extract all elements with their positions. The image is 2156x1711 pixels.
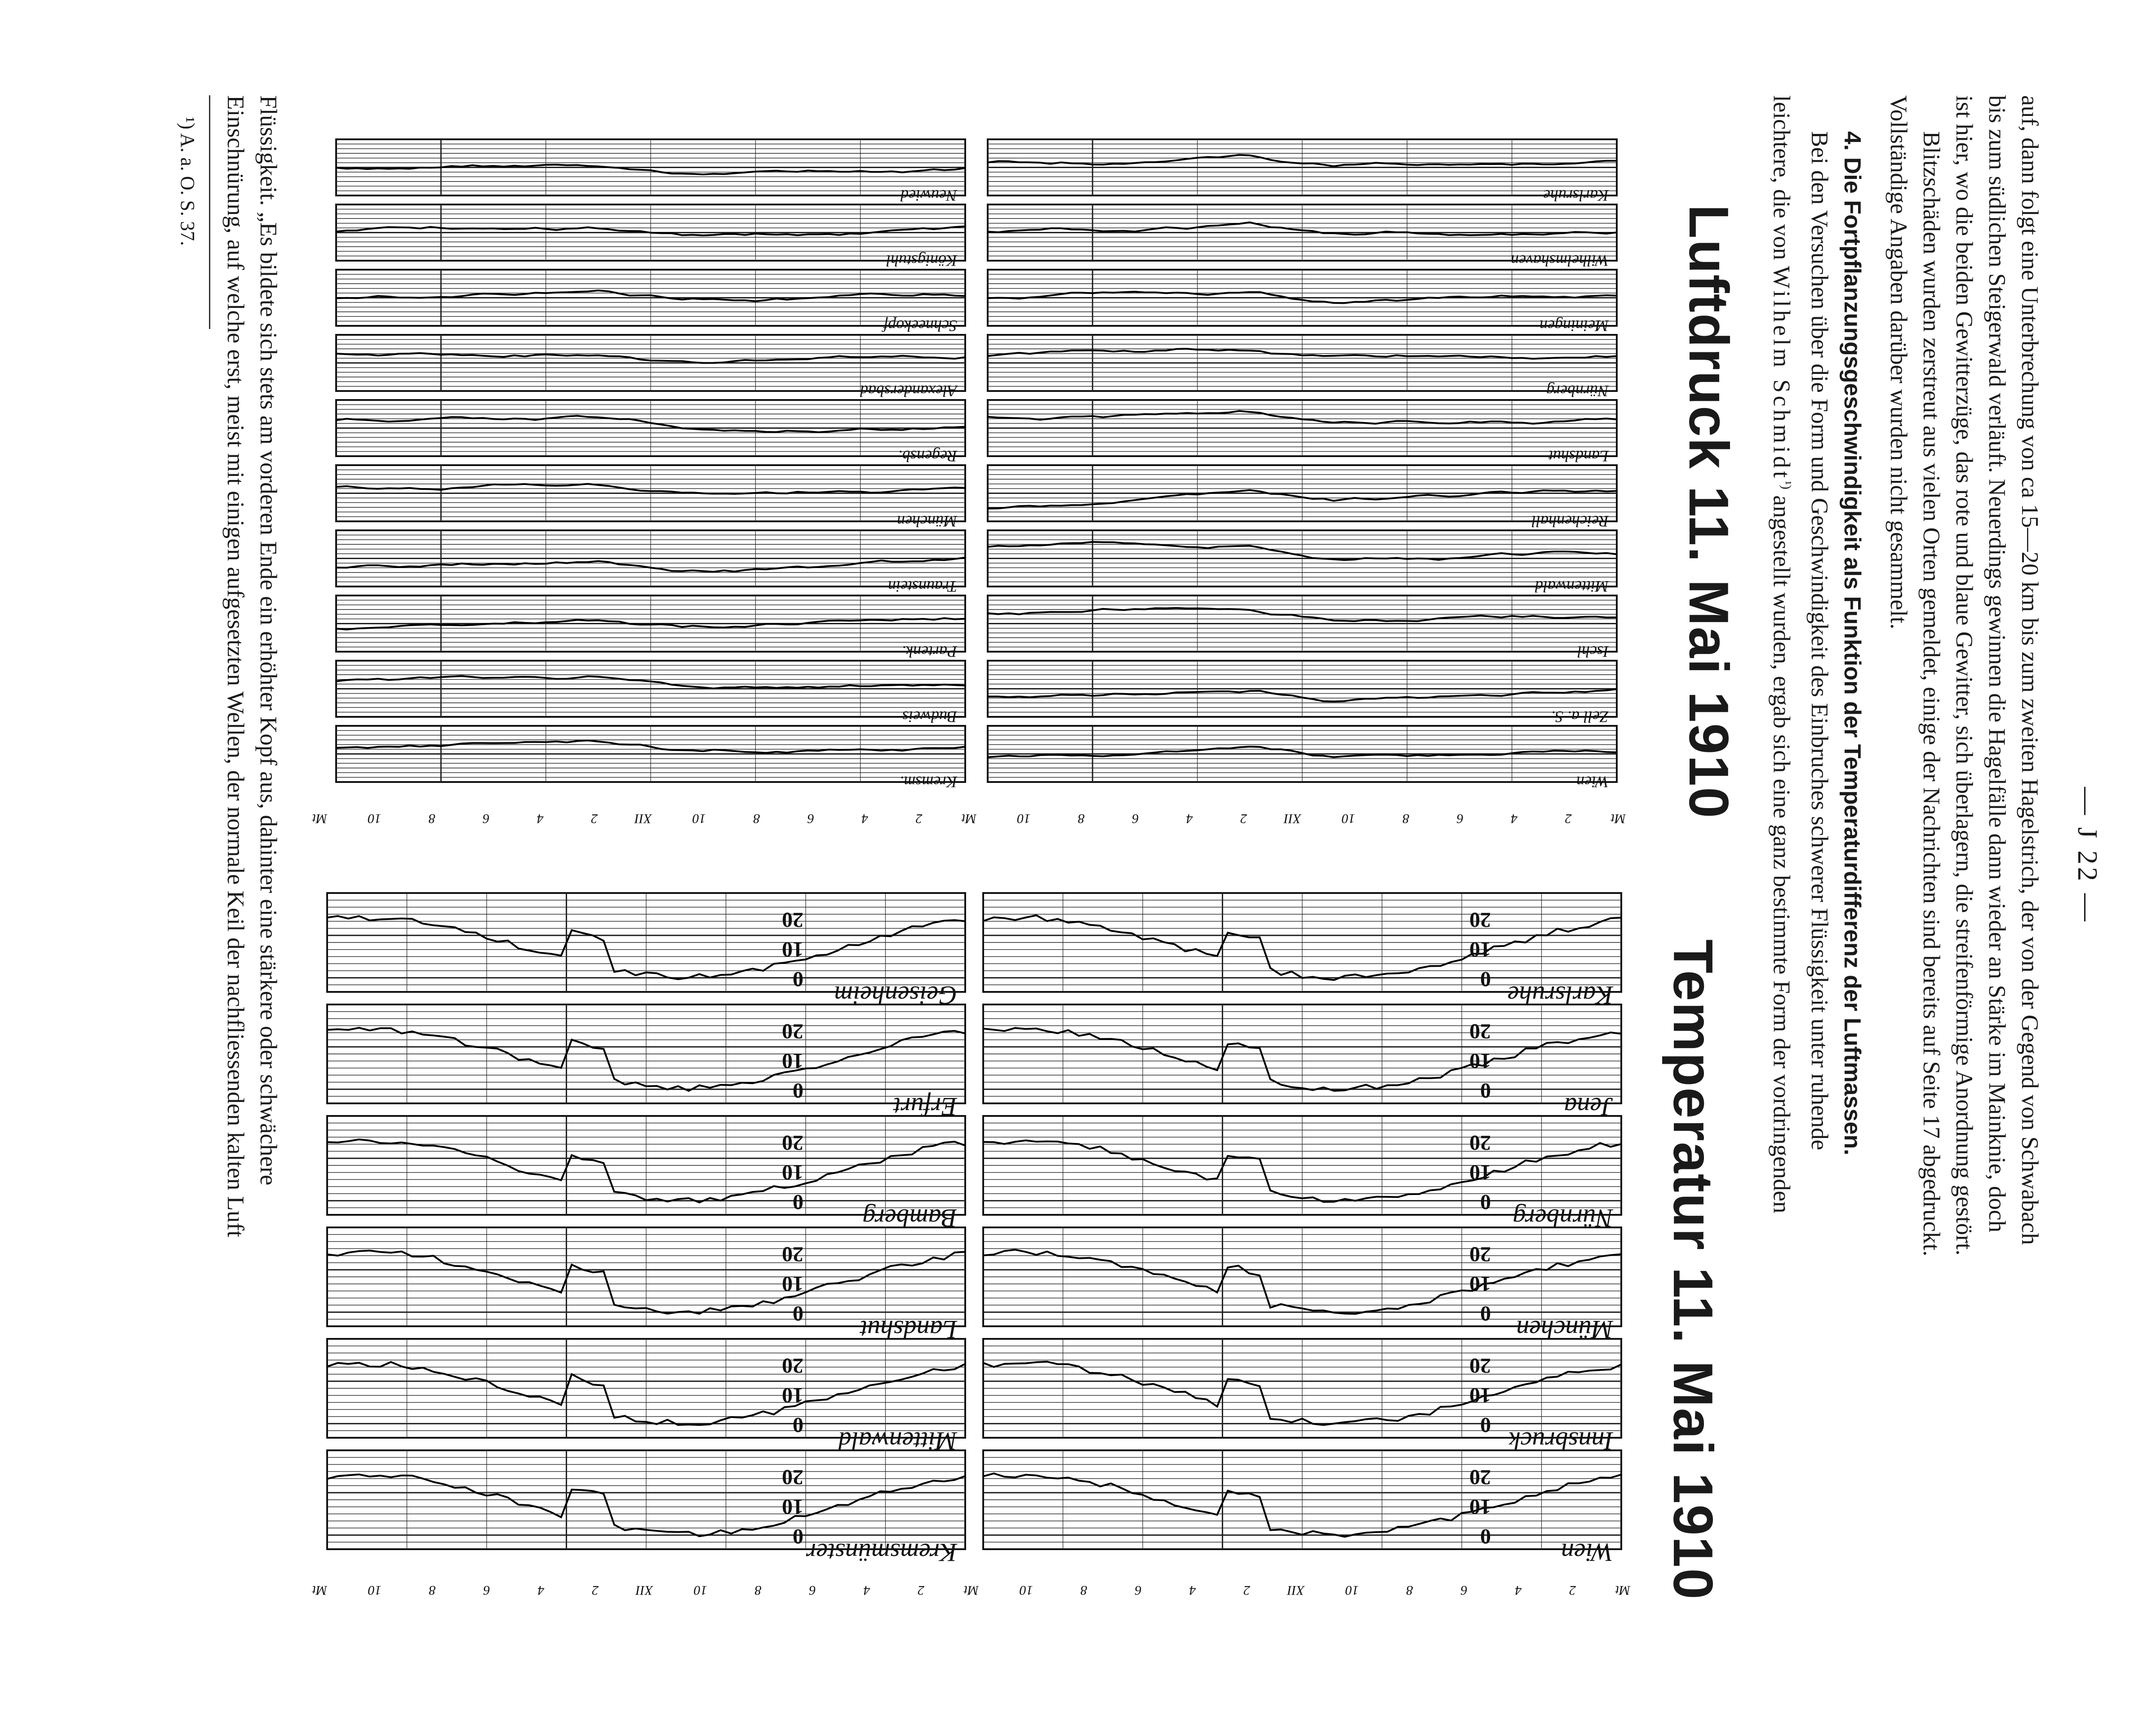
temperature-figure xyxy=(264,908,1639,1598)
station-label: Meiningen xyxy=(1539,317,1609,335)
scale-label: 20 xyxy=(782,908,803,932)
station-label: Nürnberg xyxy=(1546,382,1609,400)
station-panel xyxy=(983,1004,1621,1121)
intro-paragraph xyxy=(1882,95,2046,1637)
station-label: Schneekopf xyxy=(883,317,957,335)
station-panel xyxy=(336,596,965,661)
scale-label: 0 xyxy=(1480,967,1491,991)
scale-label: 0 xyxy=(793,1413,803,1437)
station-panel xyxy=(336,335,965,400)
station-label: Landshut xyxy=(1548,447,1609,465)
station-label: Wien xyxy=(1561,1538,1613,1567)
scale-label: 20 xyxy=(1469,1019,1491,1043)
hour-tick: Mt xyxy=(1615,1583,1630,1598)
station-panel xyxy=(327,1339,965,1456)
station-panel xyxy=(988,139,1617,204)
hour-tick: 2 xyxy=(1569,1583,1576,1598)
section-4 xyxy=(1765,95,1868,1637)
hour-tick: XII xyxy=(1284,811,1301,826)
footnote-rule xyxy=(209,95,210,329)
station-panel xyxy=(988,530,1617,596)
station-panel xyxy=(988,661,1617,726)
station-panel xyxy=(988,335,1617,400)
station-label: Wien xyxy=(1576,773,1609,791)
hour-tick: Mt xyxy=(1610,811,1626,826)
station-label: Nürnberg xyxy=(1513,1204,1613,1233)
station-panel xyxy=(336,661,965,726)
station-label: Kremsmünster xyxy=(806,1538,957,1567)
station-panel xyxy=(983,1339,1621,1456)
hour-tick: 10 xyxy=(1341,811,1355,826)
scale-label: 10 xyxy=(1469,1272,1491,1296)
hour-tick: 4 xyxy=(863,1583,870,1598)
station-panel xyxy=(336,465,965,530)
station-label: Karlsruhe xyxy=(1507,981,1613,1010)
section-title: Die Fortpflanzungsgeschwindigkeit als Funktion der Temperaturdifferenz der Luftmassen. xyxy=(1839,157,1865,1155)
text-line: Vollständige Angaben darüber wurden nicht gesammelt. xyxy=(1885,95,1912,630)
station-label: Jena xyxy=(1564,1092,1613,1121)
station-label: Mittenwald xyxy=(838,1427,957,1456)
station-panel xyxy=(327,1450,965,1567)
station-label: Neuwied xyxy=(901,187,957,204)
scale-label: 20 xyxy=(782,1465,803,1489)
station-label: Ischl xyxy=(1577,643,1609,661)
scale-label: 10 xyxy=(1469,1049,1491,1073)
scale-label: 20 xyxy=(1469,1465,1491,1489)
station-panel xyxy=(327,1116,965,1233)
station-panel xyxy=(327,893,965,1010)
text-line xyxy=(1765,95,1803,1637)
hour-tick: 6 xyxy=(807,811,814,826)
station-panel xyxy=(983,893,1621,1010)
text-line: bis zum südlichen Steigerwald verläuft. Neuerdings gewinnen die Hagelfälle dann wieder an Stärke im Mainknie, doch xyxy=(1984,95,2010,1232)
scale-label: 0 xyxy=(793,967,803,991)
scale-label: 20 xyxy=(782,1242,803,1266)
station-panel xyxy=(336,530,965,596)
station-label: Bamberg xyxy=(862,1204,957,1233)
hour-tick: 2 xyxy=(1240,811,1247,826)
station-label: München xyxy=(1516,1315,1613,1344)
station-panel xyxy=(336,400,965,465)
hour-tick: Mt xyxy=(963,1583,979,1598)
station-panel xyxy=(988,596,1617,661)
station-panel xyxy=(327,1227,965,1344)
station-label: Landshut xyxy=(860,1315,957,1344)
hour-tick: Mt xyxy=(961,811,976,826)
text-line: Blitzschäden wurden zerstreut aus vielen Orten gemeldet, einige der Nachrichten sind bereits auf Seite 17 abgedruckt. xyxy=(1918,131,1944,1257)
hour-tick: 2 xyxy=(1243,1583,1251,1598)
text-line: auf, dann folgt eine Unterbrechung von ca 15—20 km bis zum zweiten Hagelstrich, der von der Gegend von Schwabach xyxy=(2017,95,2043,1245)
section-number: 4. xyxy=(1839,131,1865,151)
hour-tick: Mt xyxy=(312,1583,327,1598)
scale-label: 10 xyxy=(782,1160,803,1184)
hour-axis xyxy=(312,811,1626,826)
hour-axis xyxy=(312,1583,1631,1598)
station-label: Alexandersbad xyxy=(860,382,957,400)
text-line: Bei den Versuchen über die Form und Geschwindigkeit des Einbruches schwerer Flüssigkeit unter ruhende xyxy=(1806,131,1832,1151)
scale-label: 10 xyxy=(782,1495,803,1519)
scale-label: 0 xyxy=(1480,1079,1491,1102)
hour-tick: 10 xyxy=(368,1583,382,1598)
hour-tick: 8 xyxy=(1078,811,1085,826)
hour-tick: 10 xyxy=(1345,1583,1359,1598)
closing-paragraph xyxy=(219,95,284,1637)
hour-tick: 4 xyxy=(1515,1583,1522,1598)
hour-tick: 8 xyxy=(753,811,760,826)
station-panel xyxy=(988,204,1617,270)
pressure-figure xyxy=(260,162,1635,826)
station-panel xyxy=(983,1227,1621,1344)
hour-tick: 2 xyxy=(915,811,923,826)
hour-tick: 6 xyxy=(1135,1583,1142,1598)
station-panel xyxy=(988,465,1617,530)
pressure-figure-title: Luftdruck 11. Mai 1910 xyxy=(1677,204,1739,819)
hour-tick: Mt xyxy=(312,811,327,826)
scale-label: 0 xyxy=(1480,1190,1491,1214)
hour-tick: 2 xyxy=(918,1583,925,1598)
scale-label: 20 xyxy=(782,1354,803,1378)
station-label: Zell a. S. xyxy=(1551,708,1609,726)
scale-label: 20 xyxy=(1469,1242,1491,1266)
hour-tick: 10 xyxy=(1017,811,1031,826)
hour-tick: 8 xyxy=(1406,1583,1413,1598)
hour-tick: 6 xyxy=(1460,1583,1468,1598)
text-fragment: angestellt wurden, ergab sich eine ganz bestimmte Form der vordringenden xyxy=(1768,489,1795,1213)
hour-tick: 8 xyxy=(1402,811,1410,826)
scale-label: 10 xyxy=(1469,938,1491,961)
station-label: Budweis xyxy=(902,708,957,726)
station-panel xyxy=(336,139,965,204)
station-label: München xyxy=(897,512,957,530)
hour-tick: XII xyxy=(635,1583,653,1598)
station-panel xyxy=(327,1004,965,1121)
text-line: Flüssigkeit. „Es bildete sich stets am vorderen Ende ein erhöhter Kopf aus, dahinter eine stärkere oder schwächere xyxy=(255,95,281,1186)
station-label: Wilhelmshaven xyxy=(1511,252,1609,270)
scale-label: 0 xyxy=(793,1524,803,1548)
hour-tick: 6 xyxy=(809,1583,816,1598)
hour-tick: 6 xyxy=(1456,811,1464,826)
scale-label: 0 xyxy=(1480,1413,1491,1437)
hour-tick: 8 xyxy=(428,811,435,826)
hour-tick: 2 xyxy=(1565,811,1572,826)
station-label: Regensb. xyxy=(898,447,957,465)
section-heading xyxy=(1836,95,1868,1637)
scale-label: 10 xyxy=(782,1272,803,1296)
scale-label: 10 xyxy=(1469,1495,1491,1519)
scale-label: 20 xyxy=(1469,1131,1491,1155)
station-label: Erfurt xyxy=(893,1092,957,1121)
station-panel xyxy=(336,204,965,270)
hour-tick: 2 xyxy=(591,811,598,826)
hour-tick: 6 xyxy=(1132,811,1139,826)
station-panel xyxy=(983,1450,1621,1567)
scale-label: 10 xyxy=(782,1049,803,1073)
station-label: Kremsm. xyxy=(900,773,957,791)
hour-tick: 4 xyxy=(537,1583,545,1598)
hour-tick: 8 xyxy=(754,1583,762,1598)
text-fragment: leichtere, die von xyxy=(1768,95,1795,266)
hour-tick: 10 xyxy=(693,1583,707,1598)
hour-tick: XII xyxy=(1287,1583,1304,1598)
station-label: Reichenhall xyxy=(1531,512,1609,530)
hour-tick: 4 xyxy=(1511,811,1518,826)
hour-tick: 6 xyxy=(483,811,490,826)
station-panel xyxy=(336,270,965,335)
footnote-mark: ¹) xyxy=(1779,480,1794,489)
hour-tick: 6 xyxy=(483,1583,490,1598)
hour-tick: 2 xyxy=(592,1583,599,1598)
scale-label: 0 xyxy=(793,1190,803,1214)
page-number: — J 22 — xyxy=(2072,787,2103,924)
hour-tick: XII xyxy=(634,811,652,826)
station-label: Geisenheim xyxy=(834,981,957,1010)
scale-label: 10 xyxy=(1469,1160,1491,1184)
text-line: ist hier, wo die beiden Gewitterzüge, das rote und blaue Gewitter, sich überlagern, die streifenförmige Anordnung gestört. xyxy=(1951,95,1977,1256)
station-panel xyxy=(988,726,1617,791)
hour-tick: 4 xyxy=(861,811,869,826)
scale-label: 20 xyxy=(782,1131,803,1155)
scale-label: 0 xyxy=(793,1079,803,1102)
scale-label: 10 xyxy=(782,1383,803,1407)
hour-tick: 8 xyxy=(429,1583,436,1598)
scale-label: 10 xyxy=(1469,1383,1491,1407)
station-panel xyxy=(988,270,1617,335)
scale-label: 20 xyxy=(1469,908,1491,932)
station-panel xyxy=(988,400,1617,465)
hour-tick: 10 xyxy=(692,811,706,826)
scale-label: 20 xyxy=(782,1019,803,1043)
hour-tick: 10 xyxy=(1019,1583,1033,1598)
scale-label: 0 xyxy=(793,1302,803,1325)
station-panel xyxy=(983,1116,1621,1233)
text-line: Einschnürung, auf welche erst, meist mit einigen aufgesetzten Wellen, der normale Keil der nachfliessenden kalten Luft xyxy=(222,95,248,1237)
scale-label: 0 xyxy=(1480,1524,1491,1548)
footnote: ¹) A. a. O. S. 37. xyxy=(177,117,199,246)
hour-tick: 4 xyxy=(1186,811,1193,826)
hour-tick: 10 xyxy=(368,811,382,826)
scale-label: 20 xyxy=(1469,1354,1491,1378)
hour-tick: 4 xyxy=(1189,1583,1196,1598)
hour-tick: 4 xyxy=(537,811,544,826)
scale-label: 10 xyxy=(782,938,803,961)
station-label: Karlsruhe xyxy=(1543,187,1609,204)
station-label: Mittenwald xyxy=(1535,578,1609,596)
station-label: Innsbruck xyxy=(1509,1427,1613,1456)
station-label: Traunstein xyxy=(887,578,957,596)
temperature-figure-title: Temperatur 11. Mai 1910 xyxy=(1662,939,1724,1600)
author-name: Wilhelm Schmidt xyxy=(1768,266,1795,481)
station-panel xyxy=(336,726,965,791)
station-label: Königstuhl xyxy=(886,252,957,270)
hour-tick: 8 xyxy=(1080,1583,1087,1598)
scale-label: 0 xyxy=(1480,1302,1491,1325)
station-label: Partenk. xyxy=(902,643,957,661)
